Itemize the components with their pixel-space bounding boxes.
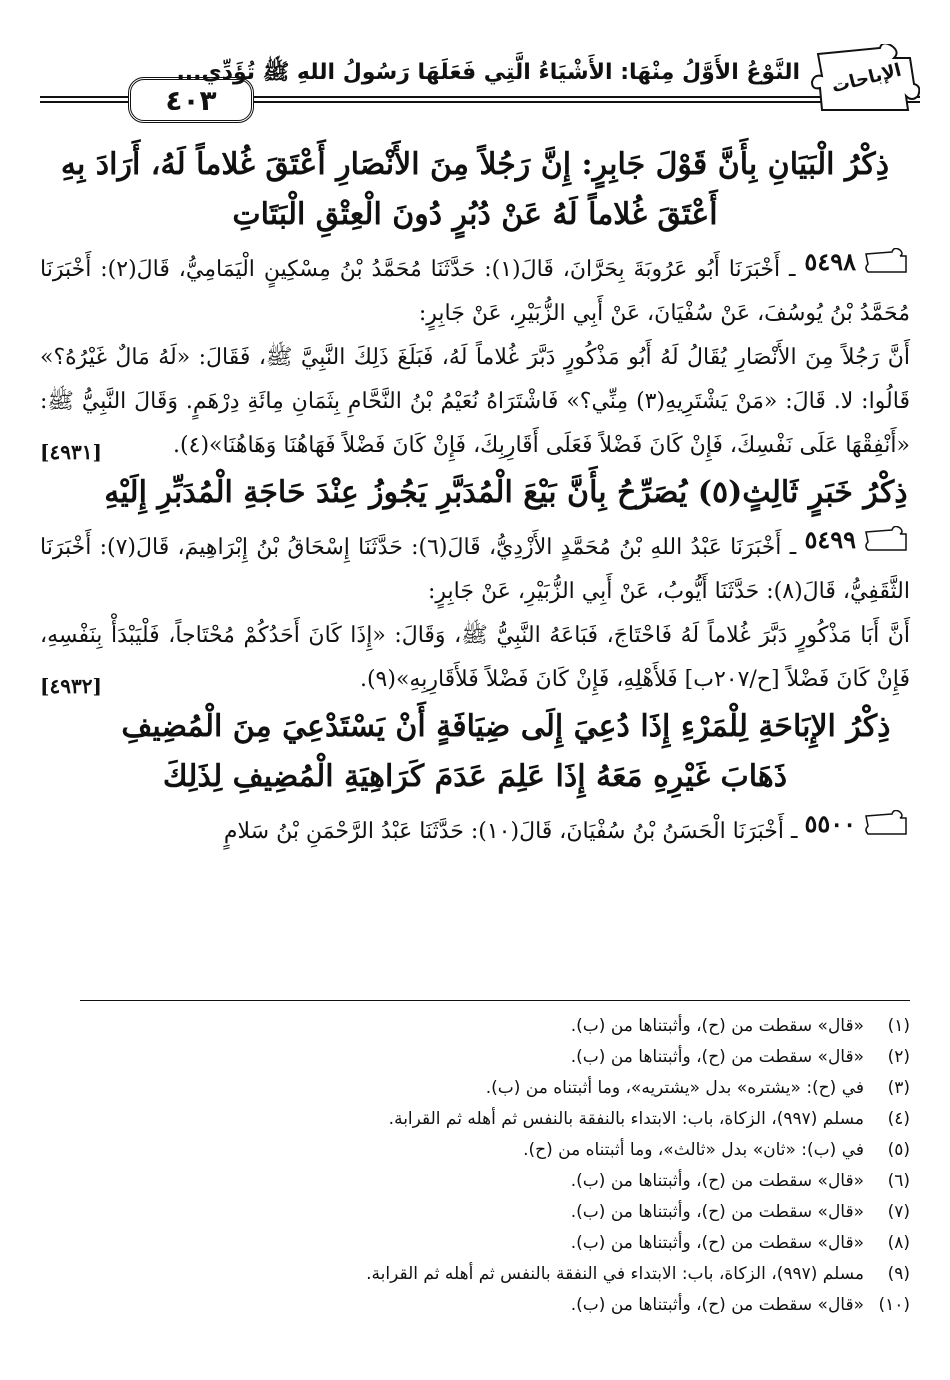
section-heading-3: ذِكْرُ الإِبَاحَةِ لِلْمَرْءِ إِذَا دُعِيَ إِلَى ضِيَافَةٍ أَنْ يَسْتَدْعِيَ مِنَ الْمُضِيفِ ذَهَابَ غَيْرِهِ مَعَهُ إِذَا عَلِمَ عَدَمَ كَرَاهِيَةِ الْمُضِيفِ لِذَلِكَ bbox=[121, 709, 891, 794]
footnote bbox=[80, 1073, 910, 1104]
footnote-number: (٧) bbox=[887, 1202, 910, 1222]
puzzle-icon bbox=[862, 248, 910, 276]
section-heading-1: ذِكْرُ الْبَيَانِ بِأَنَّ قَوْلَ جَابِرٍ: إِنَّ رَجُلاً مِنَ الأَنْصَارِ أَعْتَقَ غُلاماً لَهُ، أَرَادَ بِهِ أَعْتَقَ غُلاماً لَهُ عَنْ دُبُرٍ دُونَ الْعِتْقِ الْبَتَاتِ bbox=[60, 147, 890, 232]
footnote bbox=[80, 1197, 910, 1228]
hadith-number-text: ٥٤٩٨ bbox=[804, 247, 856, 276]
footnote bbox=[80, 1011, 910, 1042]
footnote-number: (٦) bbox=[887, 1171, 910, 1191]
footnote-number: (٣) bbox=[887, 1078, 910, 1098]
page-header bbox=[40, 44, 920, 124]
hadith-number bbox=[804, 240, 910, 284]
hadith-5499 bbox=[40, 518, 910, 614]
footnotes bbox=[80, 1000, 910, 1321]
footnote-text: مسلم (٩٩٧)، الزكاة، باب: الابتداء بالنفقة بالنفس ثم أهله ثم القرابة. bbox=[388, 1109, 864, 1129]
section-heading-2: ذِكْرُ خَبَرٍ ثَالِثٍ(٥) يُصَرِّحُ بِأَنَّ بَيْعَ الْمُدَبَّرِ يَجُوزُ عِنْدَ حَاجَةِ الْمُدَبِّرِ إِلَيْهِ bbox=[104, 475, 908, 510]
footnote-number: (١٠) bbox=[878, 1295, 910, 1315]
hadith-isnad: ـ أَخْبَرَنَا الْحَسَنُ بْنُ سُفْيَانَ، قَالَ(١٠): حَدَّثَنَا عَبْدُ الرَّحْمَنِ بْنُ سَلامٍ bbox=[223, 819, 798, 844]
footnote-number: (٨) bbox=[887, 1233, 910, 1253]
hadith-5498 bbox=[40, 240, 910, 336]
footnote-text: «قال» سقطت من (ح)، وأثبتناها من (ب). bbox=[570, 1047, 864, 1067]
footnote-number: (٥) bbox=[887, 1140, 910, 1160]
footnote bbox=[80, 1228, 910, 1259]
puzzle-icon bbox=[862, 526, 910, 554]
footnote-text: في (ح): «يشتره» بدل «يشتريه»، وما أثبتناه من (ب). bbox=[485, 1078, 864, 1098]
footnote-text: «قال» سقطت من (ح)، وأثبتناها من (ب). bbox=[570, 1295, 864, 1315]
hadith-reference: [٤٩٣٢] bbox=[40, 674, 102, 698]
footnote-number: (٢) bbox=[887, 1047, 910, 1067]
hadith-5500 bbox=[40, 802, 910, 854]
footnote-number: (٤) bbox=[887, 1109, 910, 1129]
hadith-matn bbox=[40, 614, 910, 702]
footnote-text: في (ب): «ثان» بدل «ثالث»، وما أثبتناه من (ح). bbox=[523, 1140, 864, 1160]
footnote-text: «قال» سقطت من (ح)، وأثبتناها من (ب). bbox=[570, 1202, 864, 1222]
hadith-reference: [٤٩٣١] bbox=[40, 440, 102, 464]
footnote bbox=[80, 1290, 910, 1321]
footnote-number: (٩) bbox=[887, 1264, 910, 1284]
footnote-text: مسلم (٩٩٧)، الزكاة، باب: الابتداء في النفقة بالنفس ثم أهله ثم القرابة. bbox=[366, 1264, 864, 1284]
footnote-number: (١) bbox=[887, 1016, 910, 1036]
hadith-number bbox=[804, 518, 910, 562]
footnote bbox=[80, 1166, 910, 1197]
hadith-matn-text: أَنَّ رَجُلاً مِنَ الأَنْصَارِ يُقَالُ لَهُ أَبُو مَذْكُورٍ دَبَّرَ غُلاماً لَهُ، فَبَلَغَ ذَلِكَ النَّبِيَّ ﷺ، فَقَالَ: «لَهُ مَالٌ غَيْرُهُ؟» قَالُوا: لا. قَالَ: «مَنْ يَشْتَرِيهِ(٣) مِنِّي؟» فَاشْتَرَاهُ نُعَيْمُ بْنُ النَّحَّامِ بِثَمَانِ مِائَةِ دِرْهَمٍ. وَقَالَ النَّبِيُّ ﷺ: «أَنْفِقْهَا عَلَى نَفْسِكَ، فَإِنْ كَانَ فَضْلاً فَعَلَى أَقَارِبِكَ، فَإِنْ كَانَ فَضْلاً فَهَاهُنَا وَهَاهُنَا»(٤). bbox=[40, 345, 910, 458]
hadith-number-text: ٥٥٠٠ bbox=[804, 809, 856, 838]
footnote bbox=[80, 1042, 910, 1073]
hadith-number-text: ٥٤٩٩ bbox=[804, 525, 856, 554]
hadith-matn-text: أَنَّ أَبَا مَذْكُورٍ دَبَّرَ غُلاماً لَهُ فَاحْتَاجَ، فَبَاعَهُ النَّبِيُّ ﷺ، وَقَالَ: «إِذَا كَانَ أَحَدُكُمْ مُحْتَاجاً، فَلْيَبْدَأْ بِنَفْسِهِ، فَإِنْ كَانَ فَضْلاً [ح/٢٠٧ب] فَلأَهْلِهِ، فَإِنْ كَانَ فَضْلاً فَلأَقَارِبِهِ»(٩). bbox=[40, 623, 910, 692]
book-label: الإباحات bbox=[829, 59, 904, 98]
footnote bbox=[80, 1104, 910, 1135]
hadith-number bbox=[804, 802, 910, 846]
footnote bbox=[80, 1135, 910, 1166]
main-content bbox=[40, 140, 910, 854]
page-number: ٤٠٣ bbox=[128, 77, 254, 123]
puzzle-icon bbox=[862, 810, 910, 838]
running-title: النَّوْعُ الأَوَّلُ مِنْهَا: الأَشْيَاءُ الَّتِي فَعَلَهَا رَسُولُ اللهِ ﷺ تُؤَدِّي... bbox=[176, 60, 800, 85]
footnote-text: «قال» سقطت من (ح)، وأثبتناها من (ب). bbox=[570, 1016, 864, 1036]
hadith-isnad: ـ أَخْبَرَنَا عَبْدُ اللهِ بْنُ مُحَمَّدٍ الأَزْدِيُّ، قَالَ(٦): حَدَّثَنَا إِسْحَاقُ بْنُ إِبْرَاهِيمَ، قَالَ(٧): أَخْبَرَنَا الثَّقَفِيُّ، قَالَ(٨): حَدَّثَنَا أَيُّوبُ، عَنْ أَبِي الزُّبَيْرِ، عَنْ جَابِرٍ: bbox=[40, 535, 910, 604]
hadith-isnad: ـ أَخْبَرَنَا أَبُو عَرُوبَةَ بِحَرَّانَ، قَالَ(١): حَدَّثَنَا مُحَمَّدُ بْنُ مِسْكِينٍ الْيَمَامِيُّ، قَالَ(٢): أَخْبَرَنَا مُحَمَّدُ بْنُ يُوسُفَ، عَنْ سُفْيَانَ، عَنْ أَبِي الزُّبَيْرِ، عَنْ جَابِرٍ: bbox=[40, 257, 910, 326]
footnote-text: «قال» سقطت من (ح)، وأثبتناها من (ب). bbox=[570, 1233, 864, 1253]
footnote bbox=[80, 1259, 910, 1290]
hadith-matn bbox=[40, 336, 910, 468]
footnote-text: «قال» سقطت من (ح)، وأثبتناها من (ب). bbox=[570, 1171, 864, 1191]
